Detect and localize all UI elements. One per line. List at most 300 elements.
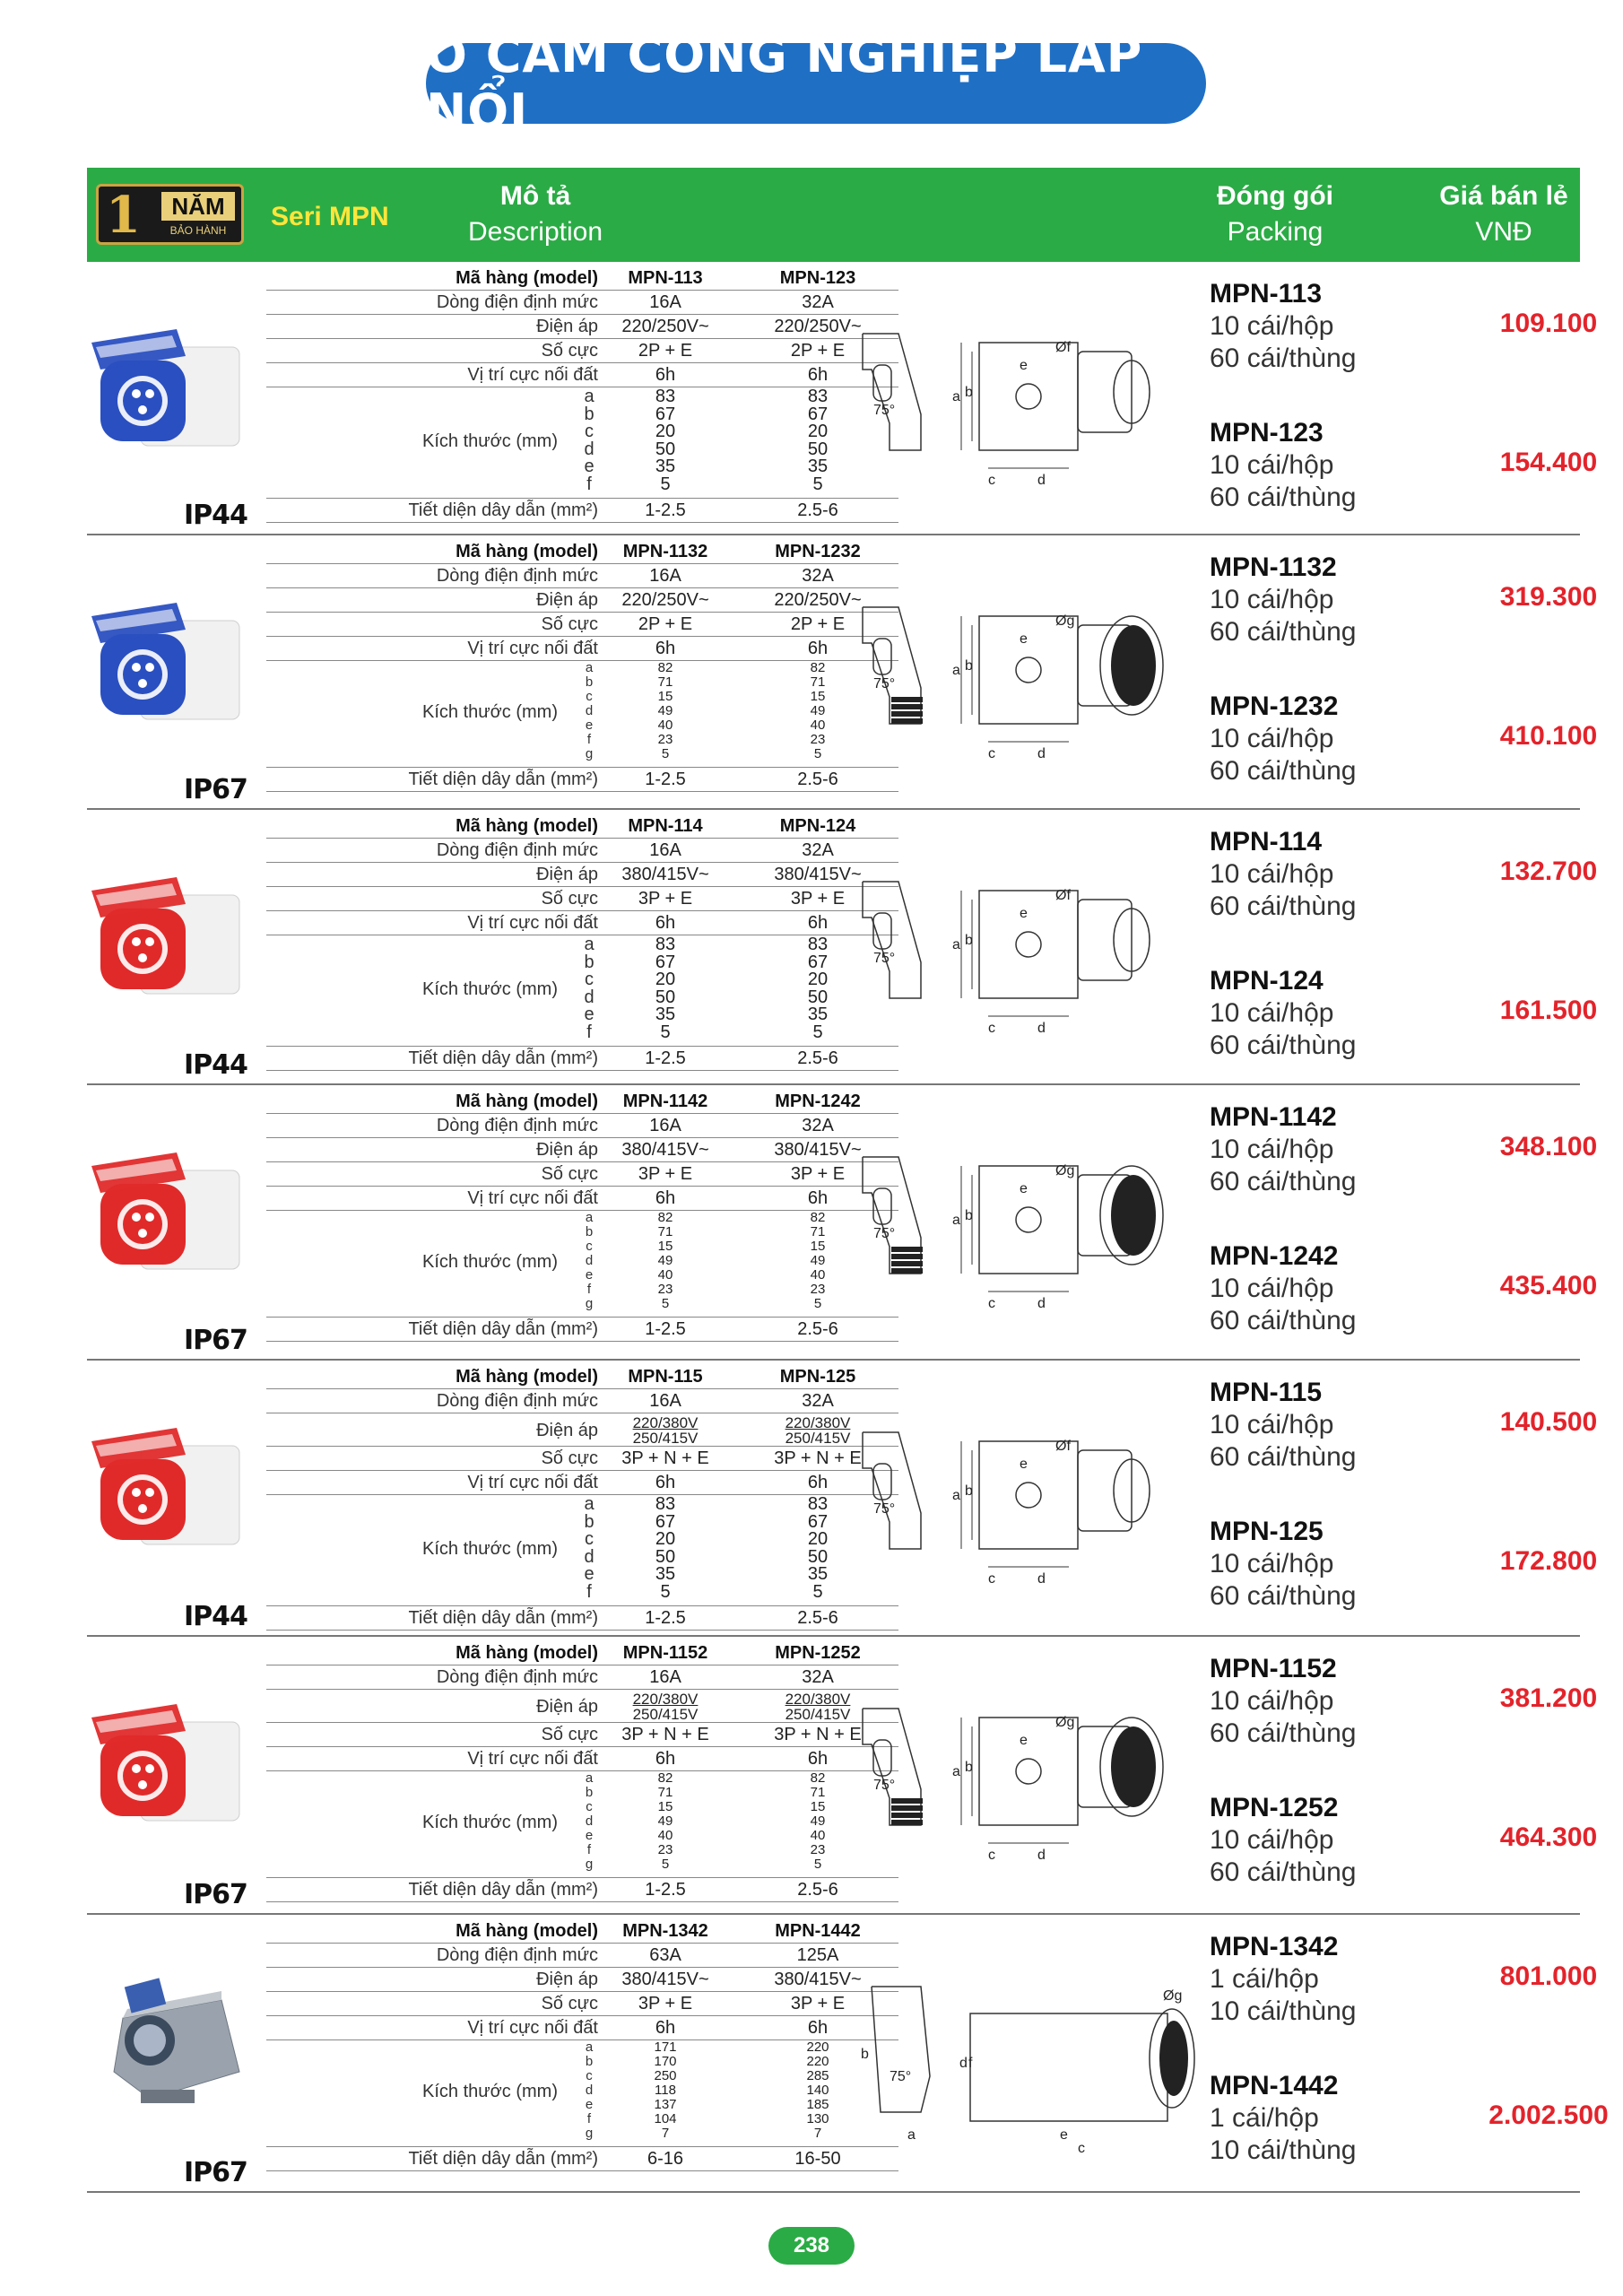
- description-header: [446, 178, 625, 250]
- spec-value: 16-50: [794, 2149, 841, 2169]
- packing-info: [1210, 1792, 1356, 1889]
- dimension-letter: a: [585, 2039, 594, 2055]
- spec-row-models: [266, 1919, 898, 1944]
- svg-text:75°: 75°: [873, 676, 896, 691]
- spec-value: 2P + E: [790, 341, 846, 361]
- dimension-value: 5: [813, 1857, 822, 1872]
- spec-value: 125A: [796, 1945, 839, 1965]
- svg-text:a: a: [952, 389, 960, 404]
- packing-header: [1185, 178, 1365, 250]
- svg-text:a: a: [952, 1488, 960, 1503]
- svg-text:Øg: Øg: [1055, 613, 1075, 629]
- dimension-letter: d: [585, 1253, 594, 1268]
- dimension-letters: [580, 387, 598, 492]
- spec-value: 16A: [649, 840, 681, 860]
- retail-price: 132.700: [1499, 857, 1598, 886]
- dimension-letter: a: [584, 387, 595, 406]
- spec-value: 3P + E: [638, 889, 693, 909]
- dimension-value: 20: [655, 970, 676, 989]
- spec-value: [598, 1415, 733, 1446]
- dimension-value: 82: [810, 1210, 826, 1225]
- spec-value: 6h: [655, 1749, 676, 1769]
- spec-row-models: [266, 540, 898, 564]
- product-image: [87, 1964, 248, 2112]
- spec-label: Vị trí cực nối đất: [467, 365, 598, 385]
- dimension-letter: e: [585, 718, 594, 733]
- spec-value: 2.5-6: [797, 1880, 838, 1900]
- spec-value: MPN-1232: [775, 542, 861, 561]
- packing-model: MPN-1132: [1210, 552, 1337, 582]
- svg-text:a: a: [952, 1764, 960, 1779]
- spec-label: Mã hàng (model): [456, 1643, 598, 1663]
- spec-label: Mã hàng (model): [456, 542, 598, 561]
- packing-carton: 60 cái/thùng: [1210, 891, 1357, 921]
- ip-rating: IP44: [184, 1049, 247, 1081]
- dimension-value: 40: [657, 718, 673, 733]
- spec-value: 2.5-6: [797, 1608, 838, 1628]
- svg-text:d: d: [1037, 746, 1046, 761]
- dimension-letter: e: [585, 1828, 594, 1843]
- packing-info: [1210, 1931, 1356, 2028]
- svg-text:75°: 75°: [873, 1778, 896, 1793]
- diagram-wrap: [854, 1414, 1203, 1598]
- spec-value: 3P + E: [790, 889, 846, 909]
- packing-box: 1 cái/hộp: [1210, 2103, 1319, 2133]
- dimension-value: 67: [807, 952, 829, 972]
- dimension-value: 71: [657, 1785, 673, 1800]
- svg-text:75°: 75°: [873, 403, 896, 418]
- socket-product-image: [87, 1410, 248, 1553]
- spec-value: 2P + E: [638, 341, 693, 361]
- spec-value: 2.5-6: [797, 770, 838, 789]
- dimension-letter: c: [585, 422, 594, 441]
- svg-text:a: a: [952, 937, 960, 952]
- diagram-wrap: [854, 1960, 1212, 2161]
- spec-table: [266, 540, 898, 792]
- dimension-value: 40: [657, 1828, 673, 1843]
- packing-info: [1210, 2070, 1356, 2167]
- warranty-badge: [96, 184, 244, 245]
- spec-value: 3P + E: [790, 1164, 846, 1184]
- dimension-value: 23: [810, 1282, 826, 1297]
- spec-label: Vị trí cực nối đất: [467, 2018, 598, 2038]
- dimension-letter: f: [586, 2111, 592, 2126]
- spec-row-earth: [266, 2016, 898, 2040]
- spec-label: Mã hàng (model): [456, 1091, 598, 1111]
- retail-price: 2.002.500: [1488, 2100, 1609, 2130]
- dimension-letters: [580, 661, 598, 761]
- svg-text:e: e: [1020, 906, 1028, 921]
- svg-text:e: e: [1020, 631, 1028, 647]
- packing-info: [1210, 826, 1356, 923]
- spec-row-poles: [266, 1992, 898, 2016]
- spec-row-models: [266, 1641, 898, 1665]
- diagram-wrap: [854, 1691, 1203, 1874]
- packing-carton: 60 cái/thùng: [1210, 1167, 1357, 1196]
- spec-label: Kích thước (mm): [422, 1252, 558, 1272]
- dimension-diagram: [854, 1691, 1203, 1870]
- packing-carton: 60 cái/thùng: [1210, 1031, 1357, 1060]
- packing-model: MPN-123: [1210, 418, 1324, 448]
- svg-text:Øg: Øg: [1055, 1163, 1075, 1178]
- spec-value: MPN-1342: [622, 1921, 708, 1941]
- dimension-letter: d: [585, 1813, 594, 1829]
- dimension-value: 50: [655, 439, 676, 459]
- svg-text:d: d: [1037, 1296, 1046, 1311]
- dimension-letter: b: [584, 404, 595, 424]
- packing-model: MPN-115: [1210, 1378, 1323, 1407]
- packing-carton: 60 cái/thùng: [1210, 1857, 1357, 1887]
- spec-value: 2.5-6: [797, 1319, 838, 1339]
- svg-text:a: a: [952, 663, 960, 678]
- spec-value: 32A: [802, 1116, 834, 1135]
- svg-text:b: b: [965, 1483, 973, 1499]
- dimension-value: 35: [807, 1564, 829, 1584]
- retail-price: 319.300: [1499, 582, 1598, 612]
- dimension-value: 35: [807, 457, 829, 476]
- svg-text:d: d: [1037, 1848, 1046, 1863]
- spec-label: Vị trí cực nối đất: [467, 913, 598, 933]
- price-header-en: VNĐ: [1475, 217, 1532, 247]
- socket-product-image: [87, 1686, 248, 1830]
- packing-box: 10 cái/hộp: [1210, 1410, 1334, 1439]
- spec-label: Điện áp: [536, 1421, 598, 1440]
- spec-label: Kích thước (mm): [422, 2082, 558, 2101]
- dimension-value: 71: [657, 674, 673, 690]
- svg-text:d: d: [1037, 473, 1046, 488]
- spec-row-poles: [266, 887, 898, 911]
- warranty-label: BẢO HÀNH: [169, 224, 227, 237]
- dimension-letter: e: [585, 2097, 594, 2112]
- spec-row-poles: [266, 1162, 898, 1187]
- dimension-letter: e: [585, 1267, 594, 1283]
- ip-rating: IP67: [184, 1325, 247, 1356]
- spec-value: 380/415V~: [621, 1140, 709, 1160]
- dimension-value: 5: [660, 474, 671, 494]
- product-section: [87, 1361, 1598, 1637]
- diagram-wrap: [854, 864, 1203, 1048]
- dimension-value: 7: [661, 2126, 670, 2141]
- packing-carton: 60 cái/thùng: [1210, 1718, 1357, 1748]
- voltage-bottom: 250/415V: [785, 1706, 851, 1723]
- warranty-number: 1: [106, 186, 141, 245]
- spec-value: 220/250V~: [621, 590, 709, 610]
- dimension-value: 67: [807, 404, 829, 424]
- dimension-letter: d: [584, 987, 595, 1007]
- spec-row-poles: [266, 613, 898, 637]
- spec-row-current: [266, 1114, 898, 1138]
- dimension-value: 137: [654, 2097, 677, 2112]
- dimension-diagram: [854, 589, 1203, 769]
- svg-text:e: e: [1020, 1457, 1028, 1472]
- packing-info: [1210, 1101, 1356, 1198]
- dimension-value: 285: [806, 2068, 829, 2083]
- product-image: [87, 859, 248, 1007]
- retail-price: 410.100: [1499, 721, 1598, 751]
- spec-row-dimensions: [266, 387, 898, 499]
- product-image: [87, 311, 248, 459]
- packing-box: 10 cái/hộp: [1210, 1825, 1334, 1855]
- spec-label: Mã hàng (model): [456, 816, 598, 836]
- packing-box: 10 cái/hộp: [1210, 1135, 1334, 1164]
- spec-row-models: [266, 814, 898, 839]
- retail-price: 381.200: [1499, 1683, 1598, 1713]
- voltage-top: 220/380V: [632, 1691, 699, 1708]
- dimension-value: 130: [806, 2111, 829, 2126]
- dimension-value: 67: [655, 952, 676, 972]
- dimension-value: 140: [806, 2083, 829, 2098]
- dimension-values: [598, 1495, 733, 1600]
- page-title: Ổ CẮM CÔNG NGHIỆP LẮP NỔI: [426, 43, 1206, 124]
- spec-table: [266, 1919, 898, 2171]
- packing-model: MPN-114: [1210, 827, 1323, 857]
- packing-carton: 60 cái/thùng: [1210, 1581, 1357, 1611]
- voltage-top: 220/380V: [632, 1414, 699, 1431]
- spec-label: Kích thước (mm): [422, 1813, 558, 1832]
- svg-text:Øg: Øg: [1055, 1715, 1075, 1730]
- svg-text:b: b: [965, 658, 973, 674]
- spec-row-voltage: [266, 315, 898, 339]
- dimension-value: 5: [660, 1581, 671, 1602]
- dimension-value: 71: [810, 1224, 826, 1239]
- spec-value: 6h: [807, 639, 829, 658]
- dimension-value: 49: [810, 703, 826, 718]
- spec-value: 1-2.5: [645, 1319, 686, 1339]
- spec-row-voltage: [266, 1413, 898, 1447]
- description-header-vi: Mô tả: [499, 181, 571, 211]
- spec-value: 3P + N + E: [774, 1448, 862, 1468]
- spec-value: 6h: [655, 1188, 676, 1208]
- packing-carton: 10 cái/thùng: [1210, 1996, 1357, 2026]
- packing-model: MPN-1152: [1210, 1654, 1337, 1683]
- dimension-value: 82: [810, 1770, 826, 1786]
- spec-label: Dòng điện định mức: [436, 1116, 598, 1135]
- dimension-value: 5: [813, 746, 822, 761]
- svg-text:c: c: [988, 1296, 995, 1311]
- spec-row-wire: [266, 768, 898, 792]
- voltage-bottom: 250/415V: [632, 1430, 699, 1447]
- spec-value: 6h: [807, 1473, 829, 1492]
- spec-row-dimensions: [266, 935, 898, 1047]
- spec-value: 1-2.5: [645, 500, 686, 520]
- spec-row-wire: [266, 1606, 898, 1631]
- spec-value: [598, 1692, 733, 1722]
- dimension-value: 15: [810, 1239, 826, 1254]
- spec-label: Vị trí cực nối đất: [467, 1473, 598, 1492]
- svg-text:d: d: [959, 2056, 968, 2071]
- spec-value: 1-2.5: [645, 1880, 686, 1900]
- spec-label: Số cực: [541, 889, 598, 909]
- retail-price: 154.400: [1499, 448, 1598, 477]
- spec-label: Số cực: [541, 614, 598, 634]
- svg-text:a: a: [907, 2127, 916, 2143]
- spec-value: 6h: [655, 2018, 676, 2038]
- spec-label: Điện áp: [536, 1697, 598, 1717]
- dimension-value: 35: [655, 1004, 676, 1024]
- spec-table: [266, 266, 898, 523]
- svg-text:e: e: [1020, 358, 1028, 373]
- voltage-top: 220/380V: [785, 1414, 851, 1431]
- dimension-value: 83: [807, 1494, 829, 1514]
- price-header: [1414, 178, 1593, 250]
- dimension-value: 71: [810, 1785, 826, 1800]
- dimension-value: 49: [657, 703, 673, 718]
- price-header-vi: Giá bán lẻ: [1439, 181, 1568, 211]
- dimension-letter: b: [585, 1785, 594, 1800]
- series-label: Seri MPN: [271, 202, 389, 231]
- dimension-value: 20: [807, 970, 829, 989]
- spec-table: [266, 1090, 898, 1342]
- product-image: [87, 1410, 248, 1558]
- spec-value: 16A: [649, 1667, 681, 1687]
- dimension-letter: e: [584, 457, 595, 476]
- dimension-letter: e: [584, 1564, 595, 1584]
- product-section: [87, 1085, 1598, 1361]
- spec-value: 220/250V~: [774, 317, 862, 336]
- dimension-letter: e: [584, 1004, 595, 1024]
- dimension-values: [598, 2040, 733, 2141]
- dimension-value: 40: [810, 1828, 826, 1843]
- dimension-letter: g: [585, 2126, 594, 2141]
- packing-box: 10 cái/hộp: [1210, 724, 1334, 753]
- packing-info: [1210, 1377, 1356, 1474]
- retail-price: 348.100: [1499, 1132, 1598, 1161]
- spec-row-dimensions: [266, 1495, 898, 1606]
- spec-value: 32A: [802, 1391, 834, 1411]
- dimension-letter: d: [584, 439, 595, 459]
- dimension-value: 83: [807, 935, 829, 954]
- packing-box: 10 cái/hộp: [1210, 1549, 1334, 1578]
- spec-row-poles: [266, 1447, 898, 1471]
- spec-value: MPN-115: [628, 1367, 703, 1387]
- spec-value: 16A: [649, 566, 681, 586]
- dimension-value: 40: [810, 718, 826, 733]
- spec-value: 2P + E: [638, 614, 693, 634]
- svg-text:b: b: [965, 1208, 973, 1223]
- spec-value: MPN-1152: [622, 1643, 708, 1663]
- spec-value: 6h: [655, 365, 676, 385]
- diagram-wrap: [854, 1139, 1203, 1323]
- spec-row-earth: [266, 637, 898, 661]
- spec-value: 32A: [802, 566, 834, 586]
- packing-box: 10 cái/hộp: [1210, 998, 1334, 1028]
- packing-model: MPN-124: [1210, 966, 1324, 996]
- dimension-letter: b: [584, 952, 595, 972]
- svg-text:75°: 75°: [873, 1501, 896, 1517]
- spec-label: Dòng điện định mức: [436, 840, 598, 860]
- dimension-value: 15: [657, 1239, 673, 1254]
- dimension-value: 23: [810, 732, 826, 747]
- spec-label: Điện áp: [536, 1140, 598, 1160]
- packing-carton: 60 cái/thùng: [1210, 617, 1357, 647]
- spec-row-wire: [266, 1047, 898, 1071]
- spec-row-current: [266, 291, 898, 315]
- ip-rating: IP67: [184, 1879, 247, 1910]
- socket-product-image: [87, 585, 248, 728]
- dimension-value: 82: [657, 660, 673, 675]
- dimension-letters: [580, 935, 598, 1040]
- spec-label: Điện áp: [536, 865, 598, 884]
- dimension-value: 5: [661, 1296, 670, 1311]
- svg-text:75°: 75°: [890, 2069, 912, 2084]
- spec-label: Kích thước (mm): [422, 430, 558, 451]
- spec-row-earth: [266, 1471, 898, 1495]
- spec-value: 16A: [649, 1391, 681, 1411]
- spec-value: 1-2.5: [645, 1608, 686, 1628]
- packing-box: 10 cái/hộp: [1210, 1686, 1334, 1716]
- dimension-value: 5: [661, 746, 670, 761]
- spec-label: Dòng điện định mức: [436, 1667, 598, 1687]
- retail-price: 801.000: [1499, 1961, 1598, 1991]
- spec-row-wire: [266, 1318, 898, 1342]
- ip-rating: IP44: [184, 1601, 247, 1632]
- dimension-values: [598, 1211, 733, 1311]
- dimension-value: 171: [654, 2039, 677, 2055]
- dimension-letter: f: [586, 1842, 592, 1857]
- spec-row-dimensions: [266, 1771, 898, 1878]
- spec-row-models: [266, 1365, 898, 1389]
- packing-info: [1210, 417, 1356, 514]
- spec-value: 32A: [802, 292, 834, 312]
- spec-value: 3P + N + E: [774, 1725, 862, 1744]
- spec-label: Tiết diện dây dẫn (mm²): [408, 2149, 598, 2169]
- packing-info: [1210, 691, 1356, 787]
- packing-header-en: Packing: [1227, 217, 1324, 247]
- dimension-values: [598, 661, 733, 761]
- spec-value: 32A: [802, 1667, 834, 1687]
- dimension-value: 83: [655, 387, 676, 406]
- dimension-value: 250: [654, 2068, 677, 2083]
- retail-price: 109.100: [1499, 309, 1598, 338]
- retail-price: 464.300: [1499, 1822, 1598, 1852]
- dimension-value: 220: [806, 2054, 829, 2069]
- spec-value: MPN-1242: [775, 1091, 861, 1111]
- svg-text:75°: 75°: [873, 1226, 896, 1241]
- spec-label: Điện áp: [536, 590, 598, 610]
- packing-box: 10 cái/hộp: [1210, 311, 1334, 341]
- spec-label: Dòng điện định mức: [436, 566, 598, 586]
- svg-text:e: e: [1020, 1733, 1028, 1748]
- dimension-letter: f: [586, 1581, 592, 1602]
- spec-row-current: [266, 1944, 898, 1968]
- dimension-value: 83: [655, 935, 676, 954]
- dimension-letter: b: [585, 1224, 594, 1239]
- packing-model: MPN-113: [1210, 279, 1323, 309]
- svg-text:a: a: [952, 1213, 960, 1228]
- spec-label: Số cực: [541, 1994, 598, 2013]
- svg-text:Øg: Øg: [1163, 1988, 1183, 2004]
- socket-product-image: [87, 859, 248, 1003]
- dimension-letter: b: [585, 674, 594, 690]
- dimension-value: 40: [657, 1267, 673, 1283]
- dimension-value: 20: [807, 422, 829, 441]
- spec-value: 1-2.5: [645, 770, 686, 789]
- dimension-value: 50: [655, 987, 676, 1007]
- dimension-diagram: [854, 864, 1203, 1043]
- spec-label: Điện áp: [536, 317, 598, 336]
- dimension-value: 82: [657, 1770, 673, 1786]
- spec-row-dimensions: [266, 661, 898, 768]
- spec-row-current: [266, 1665, 898, 1690]
- spec-row-voltage: [266, 1968, 898, 1992]
- product-section: [87, 535, 1598, 810]
- spec-value: 380/415V~: [774, 1970, 862, 1989]
- dimension-letter: c: [585, 970, 594, 989]
- spec-value: 220/250V~: [774, 590, 862, 610]
- product-section: [87, 262, 1598, 535]
- packing-box: 1 cái/hộp: [1210, 1964, 1319, 1994]
- packing-carton: 60 cái/thùng: [1210, 483, 1357, 512]
